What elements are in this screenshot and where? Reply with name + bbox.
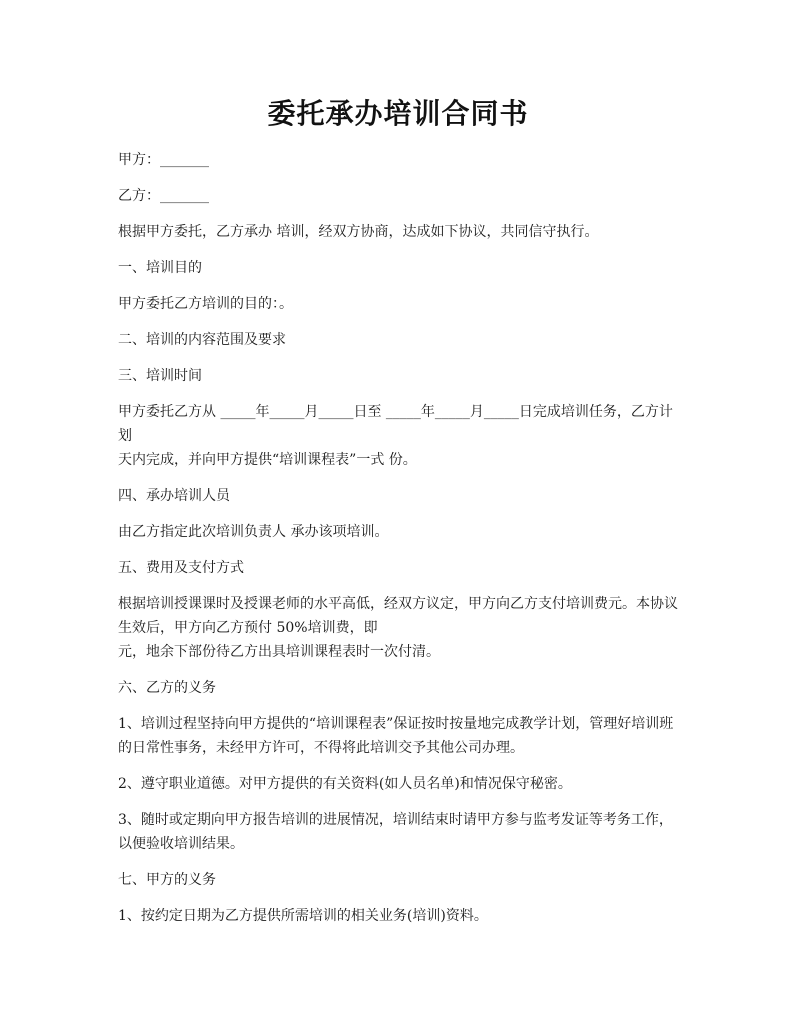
paragraph-fees-2: 元，地余下部份待乙方出具培训课程表时一次付清。: [118, 644, 440, 660]
section-heading-7: 七、甲方的义务: [118, 872, 216, 888]
paragraph-party-a-duty-1: 1、按约定日期为乙方提供所需培训的相关业务(培训)资料。: [118, 908, 488, 924]
paragraph-time-2: 天内完成，并向甲方提供“培训课程表”一式 份。: [118, 452, 417, 468]
paragraph-staff: 由乙方指定此次培训负责人 承办该项培训。: [118, 524, 389, 540]
party-b-line: 乙方：_______: [118, 188, 209, 204]
section-heading-3: 三、培训时间: [118, 368, 202, 384]
paragraph-party-b-duty-2: 2、遵守职业道德。对甲方提供的有关资料(如人员名单)和情况保守秘密。: [118, 776, 572, 792]
section-heading-5: 五、费用及支付方式: [118, 560, 244, 576]
party-a-line: 甲方：_______: [118, 152, 209, 168]
paragraph-time-1: 甲方委托乙方从 _____年_____月_____日至 _____年_____月_____日完成培训任务，乙方计划: [118, 404, 673, 444]
document-title: 委托承办培训合同书: [267, 97, 529, 130]
section-heading-2: 二、培训的内容范围及要求: [118, 332, 286, 348]
section-heading-1: 一、培训目的: [118, 260, 202, 276]
paragraph-purpose: 甲方委托乙方培训的目的：。: [118, 296, 293, 312]
paragraph-party-b-duty-3: 3、随时或定期向甲方报告培训的进展情况，培训结束时请甲方参与监考发证等考务工作，以便验收培训结果。: [118, 812, 673, 852]
document-body: [118, 148, 684, 928]
section-heading-4: 四、承办培训人员: [118, 488, 230, 504]
section-heading-6: 六、乙方的义务: [118, 680, 216, 696]
paragraph-party-b-duty-1: 1、培训过程坚持向甲方提供的“培训课程表”保证按时按量地完成教学计划，管理好培训班的日常性事务，未经甲方许可，不得将此培训交予其他公司办理。: [118, 716, 674, 756]
paragraph-fees-1: 根据培训授课课时及授课老师的水平高低，经双方议定，甲方向乙方支付培训费元。本协议生效后，甲方向乙方预付 50%培训费，即: [118, 596, 678, 636]
intro-paragraph: 根据甲方委托，乙方承办 培训，经双方协商，达成如下协议，共同信守执行。: [118, 224, 599, 240]
